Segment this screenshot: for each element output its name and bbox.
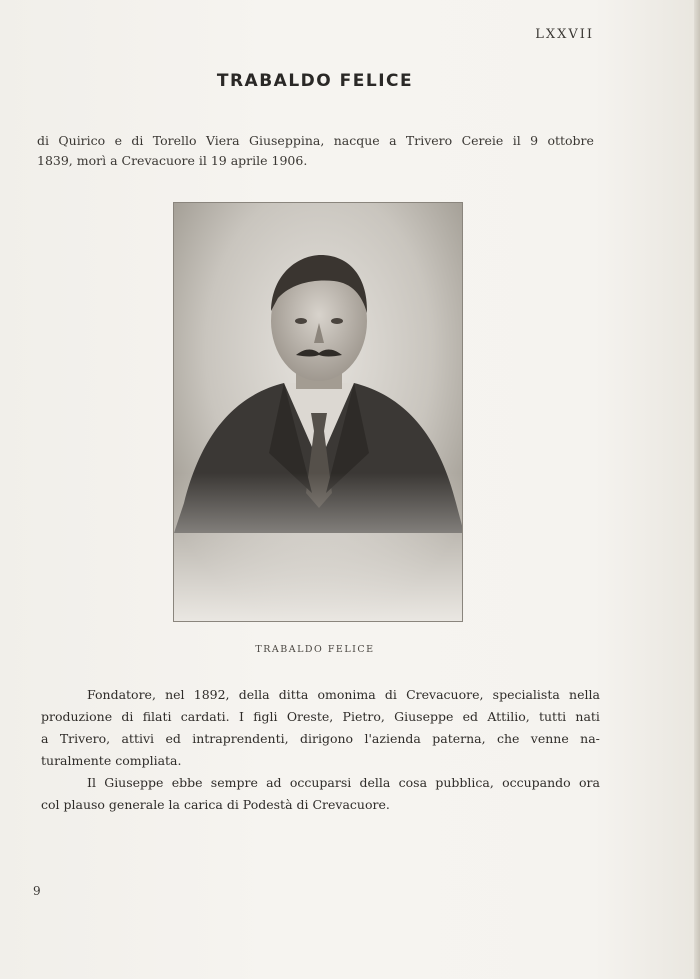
word: ed bbox=[462, 709, 479, 724]
word: attivi bbox=[121, 731, 155, 746]
word: omonima bbox=[317, 687, 376, 702]
page-title: TRABALDO FELICE bbox=[216, 71, 414, 91]
body-line-text bbox=[41, 706, 600, 728]
word: nacque bbox=[333, 133, 380, 148]
word: Crevacuore, bbox=[406, 687, 484, 702]
word: ad bbox=[266, 775, 282, 790]
word: Torello bbox=[152, 133, 197, 148]
word: na- bbox=[580, 731, 600, 746]
body-line bbox=[41, 772, 600, 794]
body-line bbox=[41, 794, 600, 816]
intro-line-1 bbox=[37, 131, 594, 151]
word: cosa bbox=[398, 775, 428, 790]
page-number: 9 bbox=[33, 884, 41, 898]
word: Trivero bbox=[405, 133, 453, 148]
word: Giuseppe bbox=[394, 709, 454, 724]
word: figli bbox=[253, 709, 278, 724]
word: cardati. bbox=[180, 709, 230, 724]
word: di bbox=[37, 133, 49, 148]
word: Giuseppina, bbox=[248, 133, 325, 148]
word: nel bbox=[165, 687, 185, 702]
word: occuparsi bbox=[289, 775, 352, 790]
word: e bbox=[114, 133, 122, 148]
body-line-text bbox=[87, 772, 600, 794]
body-line-text: turalmente compliata. bbox=[41, 753, 182, 768]
portrait-illustration bbox=[174, 203, 463, 622]
page-edge bbox=[694, 0, 700, 979]
word: ditta bbox=[278, 687, 309, 702]
word: di bbox=[131, 133, 144, 148]
word: della bbox=[238, 687, 270, 702]
word: l'azienda bbox=[364, 731, 421, 746]
body-line bbox=[41, 706, 600, 728]
word: Trivero, bbox=[59, 731, 111, 746]
word: I bbox=[238, 709, 244, 724]
body-line-text: col plauso generale la carica di Podestà di Crevacuore. bbox=[41, 797, 390, 812]
word: Pietro, bbox=[342, 709, 385, 724]
body-paragraphs bbox=[41, 684, 600, 816]
word: specialista bbox=[492, 687, 560, 702]
word: a bbox=[41, 731, 49, 746]
portrait-photo bbox=[173, 202, 463, 622]
word: produzione bbox=[41, 709, 113, 724]
word: 9 bbox=[530, 133, 539, 148]
word: dirigono bbox=[300, 731, 354, 746]
word: Giuseppe bbox=[104, 775, 164, 790]
word: filati bbox=[142, 709, 172, 724]
word: della bbox=[359, 775, 391, 790]
body-line bbox=[41, 728, 600, 750]
intro-paragraph bbox=[37, 131, 594, 171]
word: ebbe bbox=[171, 775, 203, 790]
word: ottobre bbox=[547, 133, 594, 148]
word: 1892, bbox=[193, 687, 230, 702]
word: tutti bbox=[538, 709, 567, 724]
body-line bbox=[41, 684, 600, 706]
word: intraprendenti, bbox=[192, 731, 289, 746]
body-line-text bbox=[41, 728, 600, 750]
page-number-roman: LXXVII bbox=[535, 27, 594, 42]
word: nella bbox=[569, 687, 600, 702]
word: Attilio, bbox=[487, 709, 530, 724]
word: che bbox=[496, 731, 520, 746]
word: nati bbox=[575, 709, 600, 724]
word: a bbox=[389, 133, 397, 148]
body-line-text bbox=[87, 684, 600, 706]
word: Il bbox=[87, 775, 96, 790]
portrait-caption: TRABALDO FELICE bbox=[255, 644, 375, 655]
word: Quirico bbox=[58, 133, 106, 148]
word: Oreste, bbox=[286, 709, 334, 724]
word: ora bbox=[578, 775, 600, 790]
word: venne bbox=[530, 731, 569, 746]
word: ed bbox=[165, 731, 181, 746]
word: il bbox=[512, 133, 521, 148]
word: sempre bbox=[210, 775, 258, 790]
word: di bbox=[121, 709, 134, 724]
word: Fondatore, bbox=[87, 687, 156, 702]
word: di bbox=[384, 687, 397, 702]
word: pubblica, bbox=[435, 775, 494, 790]
intro-line-2: 1839, morì a Crevacuore il 19 aprile 1906. bbox=[37, 153, 308, 168]
body-line bbox=[41, 750, 600, 772]
word: Viera bbox=[205, 133, 240, 148]
word: occupando bbox=[502, 775, 571, 790]
word: paterna, bbox=[432, 731, 486, 746]
word: Cereie bbox=[461, 133, 504, 148]
